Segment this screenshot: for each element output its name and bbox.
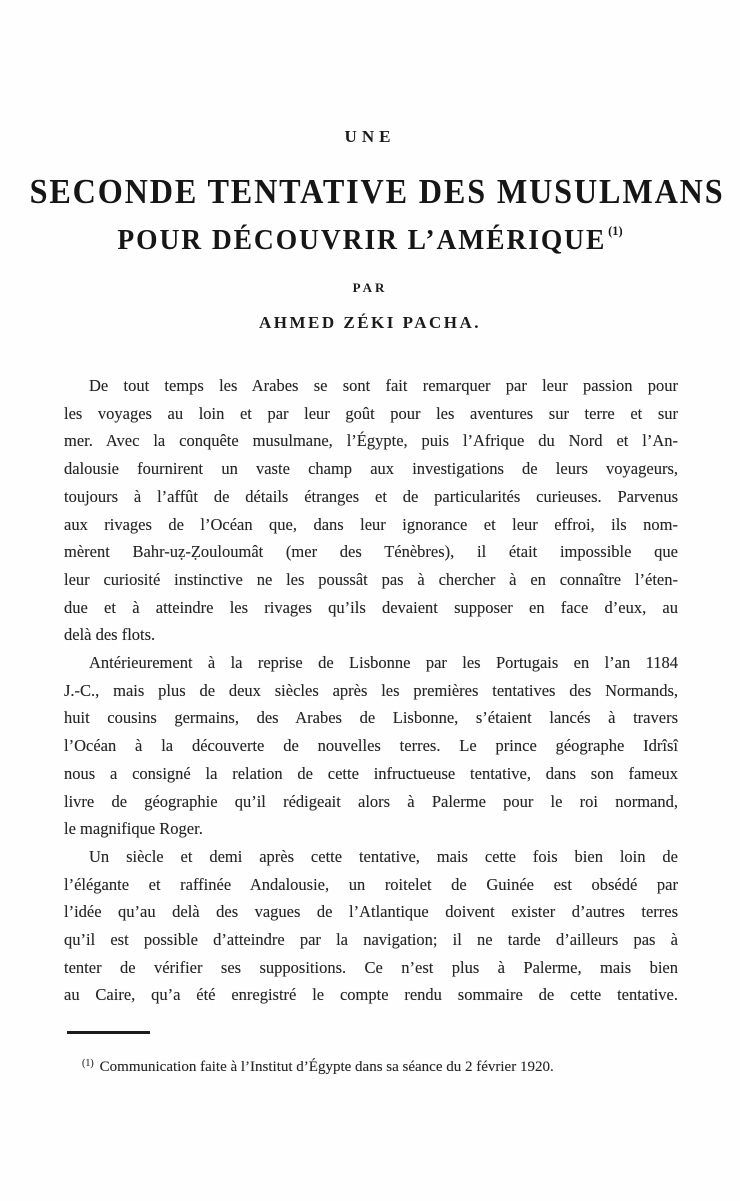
body-line: mèrent Bahr-uẓ-Ẓouloumât (mer des Ténèbres), il était impossible que bbox=[64, 542, 678, 562]
body-line: l’élégante et raffinée Andalousie, un roitelet de Guinée est obsédé par bbox=[64, 874, 678, 894]
body-line: Un siècle et demi après cette tentative, mais cette fois bien loin de bbox=[89, 846, 678, 866]
article-title-line2 bbox=[19, 223, 722, 257]
body-line: toujours à l’affût de détails étranges et de particularités curieuses. Parvenus bbox=[64, 486, 678, 506]
byline-label: PAR bbox=[352, 280, 388, 295]
body-line: les voyages au loin et par leur goût pour les aventures sur terre et sur bbox=[64, 403, 678, 423]
body-line: l’idée qu’au delà des vagues de l’Atlantique doivent exister d’autres terres bbox=[64, 902, 678, 922]
footnote-divider bbox=[67, 1031, 150, 1034]
body-line: mer. Avec la conquête musulmane, l’Égypte, puis l’Afrique du Nord et l’An- bbox=[64, 431, 678, 451]
body-line: livre de géographie qu’il rédigeait alors à Palerme pour le roi normand, bbox=[64, 791, 678, 811]
body-line: J.-C., mais plus de deux siècles après les premières tentatives des Normands, bbox=[64, 680, 678, 700]
body-line: delà des flots. bbox=[64, 625, 156, 645]
author-name: AHMED ZÉKI PACHA. bbox=[258, 313, 482, 332]
body-line: Antérieurement à la reprise de Lisbonne par les Portugais en l’an 1184 bbox=[89, 653, 678, 673]
body-line: aux rivages de l’Océan que, dans leur ignorance et leur effroi, ils nom- bbox=[64, 514, 678, 534]
article-body bbox=[64, 372, 678, 1009]
body-line: au Caire, qu’a été enregistré le compte rendu sommaire de cette tentative. bbox=[64, 985, 678, 1005]
footnote bbox=[64, 1053, 678, 1078]
body-line: due et à atteindre les rivages qu’ils devaient supposer en face d’eux, au bbox=[64, 597, 678, 617]
body-line: leur curiosité instinctive ne les poussât pas à chercher à en connaître l’éten- bbox=[64, 569, 678, 589]
body-line: l’Océan à la découverte de nouvelles terres. Le prince géographe Idrîsî bbox=[64, 736, 678, 756]
article-title-line1: SECONDE TENTATIVE DES MUSULMANS bbox=[29, 172, 725, 211]
body-line: tenter de vérifier ses suppositions. Ce n’est plus à Palerme, mais bien bbox=[64, 957, 678, 977]
body-line: De tout temps les Arabes se sont fait remarquer par leur passion pour bbox=[89, 376, 678, 395]
footnote-number: (1) bbox=[82, 1058, 94, 1069]
body-line: qu’il est possible d’atteindre par la navigation; il ne tarde d’ailleurs pas à bbox=[64, 930, 678, 950]
body-line: dalousie fournirent un vaste champ aux investigations de leurs voyageurs, bbox=[64, 459, 678, 479]
article-title-line2-text: POUR DÉCOUVRIR L’AMÉRIQUE bbox=[117, 224, 607, 256]
body-line: nous a consigné la relation de cette infructueuse tentative, dans son fameux bbox=[64, 763, 678, 783]
body-line: le magnifique Roger. bbox=[64, 819, 203, 839]
footnote-text: Communication faite à l’Institut d’Égypte dans sa séance du 2 février 1920. bbox=[99, 1059, 554, 1075]
title-footnote-reference: (1) bbox=[608, 223, 623, 238]
body-line: huit cousins germains, des Arabes de Lisbonne, s’étaient lancés à travers bbox=[64, 708, 678, 728]
series-kicker: UNE bbox=[344, 127, 396, 146]
